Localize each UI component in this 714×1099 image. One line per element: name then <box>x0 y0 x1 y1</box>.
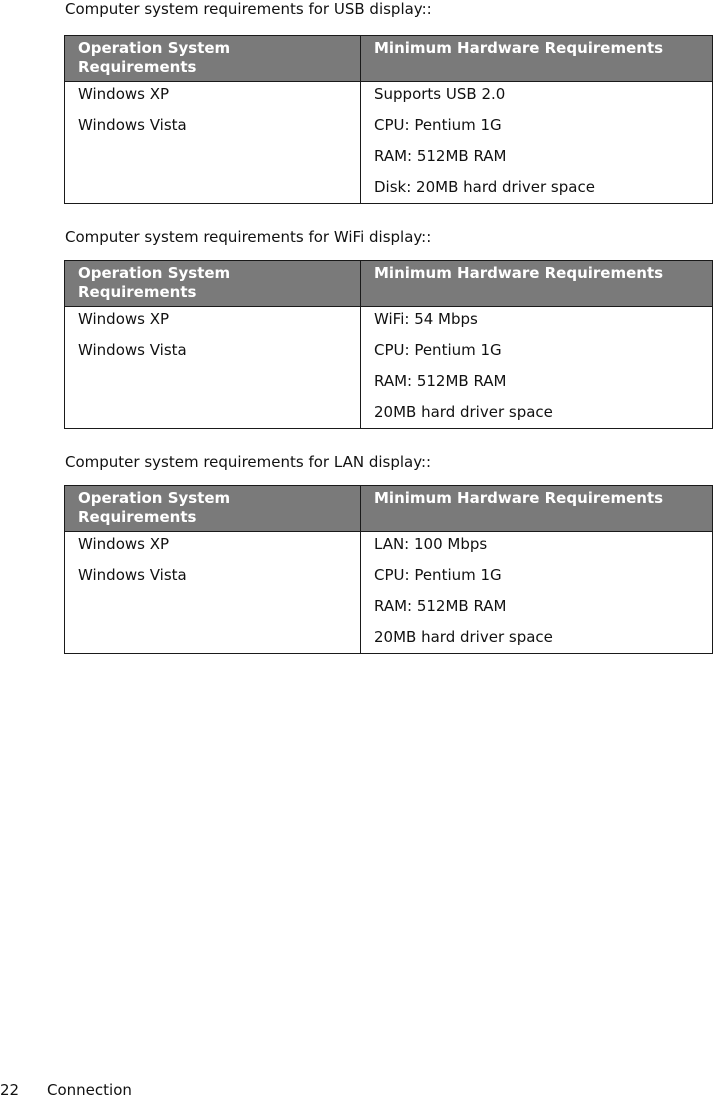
hardware-item: RAM: 512MB RAM <box>374 597 507 615</box>
table-row <box>65 532 713 654</box>
os-requirements-header: Operation System Requirements <box>65 486 361 532</box>
hardware-item: WiFi: 54 Mbps <box>374 310 478 328</box>
os-item: Windows Vista <box>78 566 187 584</box>
hardware-requirements-header: Minimum Hardware Requirements <box>361 486 713 532</box>
os-cell <box>65 307 361 429</box>
os-item: Windows XP <box>78 310 170 328</box>
hardware-requirements-header: Minimum Hardware Requirements <box>361 261 713 307</box>
hardware-item: CPU: Pentium 1G <box>374 116 502 134</box>
table-header-row <box>65 486 713 532</box>
os-requirements-header: Operation System Requirements <box>65 36 361 82</box>
os-item: Windows XP <box>78 535 170 553</box>
hardware-item: Disk: 20MB hard driver space <box>374 178 595 196</box>
page-number: 22 <box>0 1081 20 1099</box>
os-item: Windows Vista <box>78 116 187 134</box>
hardware-cell <box>361 307 713 429</box>
hardware-item: RAM: 512MB RAM <box>374 372 507 390</box>
os-cell <box>65 82 361 204</box>
hardware-item: CPU: Pentium 1G <box>374 341 502 359</box>
hardware-cell <box>361 82 713 204</box>
wifi-requirements-table <box>64 260 713 429</box>
usb-section-title: Computer system requirements for USB display:: <box>65 0 432 18</box>
hardware-item: CPU: Pentium 1G <box>374 566 502 584</box>
hardware-item: 20MB hard driver space <box>374 403 553 421</box>
wifi-section-title: Computer system requirements for WiFi display:: <box>65 228 432 246</box>
table-row <box>65 82 713 204</box>
os-requirements-header: Operation System Requirements <box>65 261 361 307</box>
chapter-title: Connection <box>47 1081 132 1099</box>
os-item: Windows Vista <box>78 341 187 359</box>
table-header-row <box>65 261 713 307</box>
hardware-item: LAN: 100 Mbps <box>374 535 488 553</box>
hardware-item: Supports USB 2.0 <box>374 85 506 103</box>
hardware-item: 20MB hard driver space <box>374 628 553 646</box>
os-item: Windows XP <box>78 85 170 103</box>
table-row <box>65 307 713 429</box>
hardware-item: RAM: 512MB RAM <box>374 147 507 165</box>
table-header-row <box>65 36 713 82</box>
hardware-requirements-header: Minimum Hardware Requirements <box>361 36 713 82</box>
os-cell <box>65 532 361 654</box>
hardware-cell <box>361 532 713 654</box>
lan-requirements-table <box>64 485 713 654</box>
lan-section-title: Computer system requirements for LAN display:: <box>65 453 432 471</box>
usb-requirements-table <box>64 35 713 204</box>
